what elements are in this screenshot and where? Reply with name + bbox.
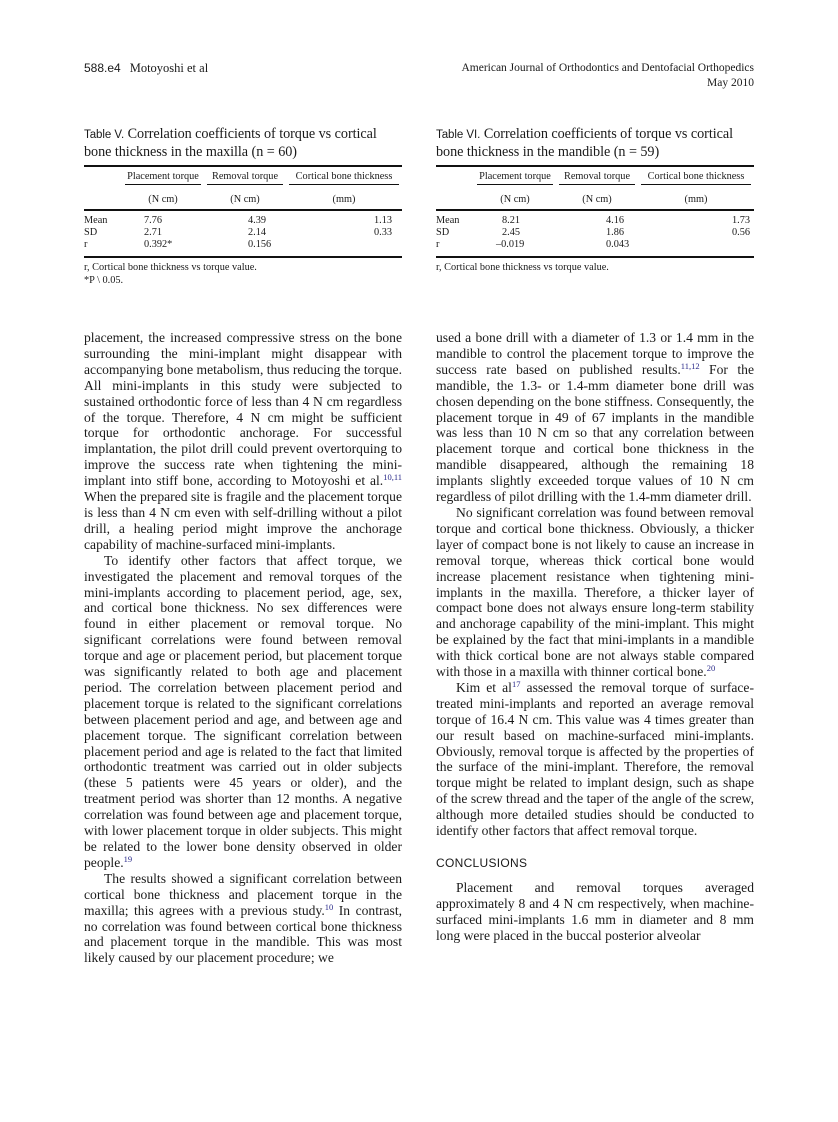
- cell: 4.39: [248, 215, 267, 226]
- cell: 2.71: [144, 227, 163, 238]
- table-row: [436, 227, 754, 239]
- table-footnotes: [436, 261, 754, 274]
- issue-date: May 2010: [707, 77, 754, 89]
- column-rule: [207, 184, 283, 186]
- cell: [688, 239, 754, 251]
- table-bottom-rule: [436, 256, 754, 258]
- paragraph: [436, 330, 754, 505]
- paragraph-text: Kim et al: [456, 679, 512, 695]
- citation-link[interactable]: 10: [324, 901, 334, 912]
- cell: 1.13: [374, 215, 393, 226]
- cell: 2.45: [502, 227, 521, 238]
- journal-name: American Journal of Orthodontics and Dentofacial Orthopedics: [461, 62, 754, 74]
- table-unit-row: [84, 189, 402, 209]
- table-row: [436, 215, 754, 227]
- table-label: Table V.: [84, 129, 125, 141]
- cell: [330, 239, 402, 251]
- column-header: Placement torque: [127, 170, 199, 182]
- header-right: [461, 61, 754, 91]
- paragraph-text: Placement and removal torques averaged approximately 8 and 4 N cm respectively, when machine-surfaced mini-implants 1.6 mm in diameter and 8 mm long were placed in the buccal posterior alveolar: [436, 879, 754, 943]
- cell: 0.156: [248, 239, 272, 250]
- cell: 7.76: [144, 215, 163, 226]
- table-caption: [436, 126, 754, 160]
- cell: 1.86: [606, 227, 625, 238]
- paragraph: [436, 880, 754, 944]
- column-header: Placement torque: [479, 170, 551, 182]
- table-row: [84, 215, 402, 227]
- column-unit: (N cm): [230, 193, 260, 205]
- page-number: 588.e4: [84, 61, 121, 75]
- column-unit: (N cm): [148, 193, 178, 205]
- table-body: [436, 211, 754, 256]
- table-v: [84, 126, 402, 287]
- table-caption: [84, 126, 402, 160]
- table-header-row: [436, 167, 754, 189]
- author-names: Motoyoshi et al: [129, 61, 209, 75]
- column-rule: [641, 184, 751, 186]
- body-column-right: [436, 330, 754, 944]
- table-footnote: *P \ 0.05.: [84, 275, 124, 286]
- citation-link[interactable]: 11,12: [680, 360, 700, 371]
- column-header: Cortical bone thickness: [295, 170, 393, 182]
- column-header: Cortical bone thickness: [647, 170, 745, 182]
- row-label: r: [436, 239, 440, 250]
- cell: 8.21: [502, 215, 521, 226]
- section-heading-conclusions: CONCLUSIONS: [436, 856, 528, 870]
- header-left: [84, 61, 208, 76]
- table-body: [84, 211, 402, 256]
- citation-link[interactable]: 20: [706, 663, 716, 674]
- cell: 1.73: [732, 215, 751, 226]
- table-grid: [436, 167, 754, 209]
- column-unit: (N cm): [582, 193, 612, 205]
- table-footnotes: [84, 261, 402, 287]
- paragraph: [84, 553, 402, 871]
- table-row: [84, 239, 402, 251]
- row-label: Mean: [436, 215, 460, 226]
- paragraph-text: assessed the removal torque of surface-treated mini-implants and reported an average removal torque of 16.4 N cm. This value was 4 times greater than our result based on machine-surfaced mini-implants. Obviously, removal torque is affected by the properties of the surface of the mini-implant. Therefore, the removal torque might be related to implant design, such as shape of the screw thread and the taper of the angle of the screw, although more detailed studies should be conducted to identify other factors that affect removal torque.: [436, 679, 754, 839]
- paragraph-text: When the prepared site is fragile and the placement torque is less than 4 N cm even with self-drilling without a pilot drill, a healing period might improve the anchorage capability of machine-surfaced mini-implants.: [84, 489, 402, 552]
- paragraph-text: To identify other factors that affect torque, we investigated the placement and removal torques of the mini-implants according to placement period, age, sex, and cortical bone thickness. No sex differences were found in either placement or removal torque. No significant correlations were found between removal torque and age or placement period, but placement torque was significantly related to both age and placement period. The correlation between placement period and placement torque is related to the significant correlations between placement period and age, and between age and placement torque. The significant correlation between placement period and age is related to the fact that limited orthodontic treatment was carried out in older subjects (these 5 patients were 45 years or older), and the treatment period was shorter than 12 months. A negative correlation was found between age and placement torque, with lower placement torque in older subjects. This might be related to the lower bone density observed in older people.: [84, 552, 402, 870]
- table-row: [84, 227, 402, 239]
- cell: 0.043: [606, 239, 630, 250]
- table-row: [436, 239, 754, 251]
- cell: 0.33: [374, 227, 393, 238]
- table-footnote: r, Cortical bone thickness vs torque value.: [84, 262, 257, 273]
- paragraph-text: The results showed a significant correlation between cortical bone thickness and placement torque in the maxilla; this agrees with a previous study.: [84, 870, 402, 918]
- column-unit: (N cm): [500, 193, 530, 205]
- column-header: Removal torque: [563, 170, 631, 182]
- table-bottom-rule: [84, 256, 402, 258]
- table-header-row: [84, 167, 402, 189]
- column-unit: (mm): [684, 193, 708, 205]
- column-rule: [289, 184, 399, 186]
- cell: 0.56: [732, 227, 751, 238]
- column-rule: [477, 184, 553, 186]
- column-unit: (mm): [332, 193, 356, 205]
- paragraph-text: In contrast, no correlation was found between cortical bone thickness and placement torque in the mandible. This was most likely caused by our placement procedure; we: [84, 902, 402, 966]
- cell: 0.392*: [144, 239, 173, 250]
- citation-link[interactable]: 17: [511, 678, 521, 689]
- paragraph: [436, 505, 754, 680]
- paragraph-text: For the mandible, the 1.3- or 1.4-mm diameter bone drill was chosen depending on the bone stiffness. Consequently, the placement torque in 49 of 67 implants in the mandible was less than 10 N cm so that any correlation between placement torque and cortical bone thickness in the mandible disappeared, although the remaining 18 implants slightly exceeded torque values of 10 N cm regardless of pilot drilling with the 1.4-mm diameter drill.: [436, 361, 754, 505]
- table-title: Correlation coefficients of torque vs cortical bone thickness in the maxilla (n = 60): [84, 126, 377, 160]
- paragraph: [84, 330, 402, 553]
- paragraph: [436, 680, 754, 839]
- row-label: SD: [84, 227, 98, 238]
- paragraph-text: placement, the increased compressive stress on the bone surrounding the mini-implant might disappear with accompanying bone metabolism, thus reducing the torque. All mini-implants in this study were subjected to sustained orthodontic force of less than 4 N cm regardless of the torque. Therefore, 4 N cm might be sufficient torque for orthodontic anchorage. For successful implantation, the pilot drill could prevent overtorquing to improve the success rate when tightening the mini-implant into stiff bone, according to Motoyoshi et al.: [84, 330, 402, 489]
- row-label: Mean: [84, 215, 108, 226]
- table-unit-row: [436, 189, 754, 209]
- column-rule: [559, 184, 635, 186]
- row-label: r: [84, 239, 88, 250]
- column-rule: [125, 184, 201, 186]
- cell: 4.16: [606, 215, 625, 226]
- citation-link[interactable]: 10,11: [383, 472, 402, 483]
- table-footnote: r, Cortical bone thickness vs torque value.: [436, 262, 609, 273]
- running-header: [84, 61, 754, 97]
- row-label: SD: [436, 227, 450, 238]
- paragraph-text: No significant correlation was found between removal torque and cortical bone thickness. Obviously, a thicker layer of compact bone is not likely to cause an increase in removal torque, whereas thick cortical bone would increase placement resistance when tightening mini-implants in the maxilla. Therefore, a thicker layer of compact bone does not always ensure long-term stability and anchorage capability of the mini-implant. This might be explained by the fact that mini-implants in a mandible with thick cortical bone are not always stable compared with those in a maxilla with thinner cortical bone.: [436, 504, 754, 680]
- cell: 2.14: [248, 227, 267, 238]
- citation-link[interactable]: 19: [123, 853, 133, 864]
- table-grid: [84, 167, 402, 209]
- cell: –0.019: [496, 239, 525, 250]
- paragraph: [84, 871, 402, 966]
- body-column-left: [84, 330, 402, 966]
- table-label: Table VI.: [436, 129, 481, 141]
- column-header: Removal torque: [211, 170, 279, 182]
- table-title: Correlation coefficients of torque vs cortical bone thickness in the mandible (n = 59): [436, 126, 733, 160]
- paragraph-text: used a bone drill with a diameter of 1.3 or 1.4 mm in the mandible to control the placement torque to improve the success rate based on published results.: [436, 330, 754, 377]
- table-vi: [436, 126, 754, 274]
